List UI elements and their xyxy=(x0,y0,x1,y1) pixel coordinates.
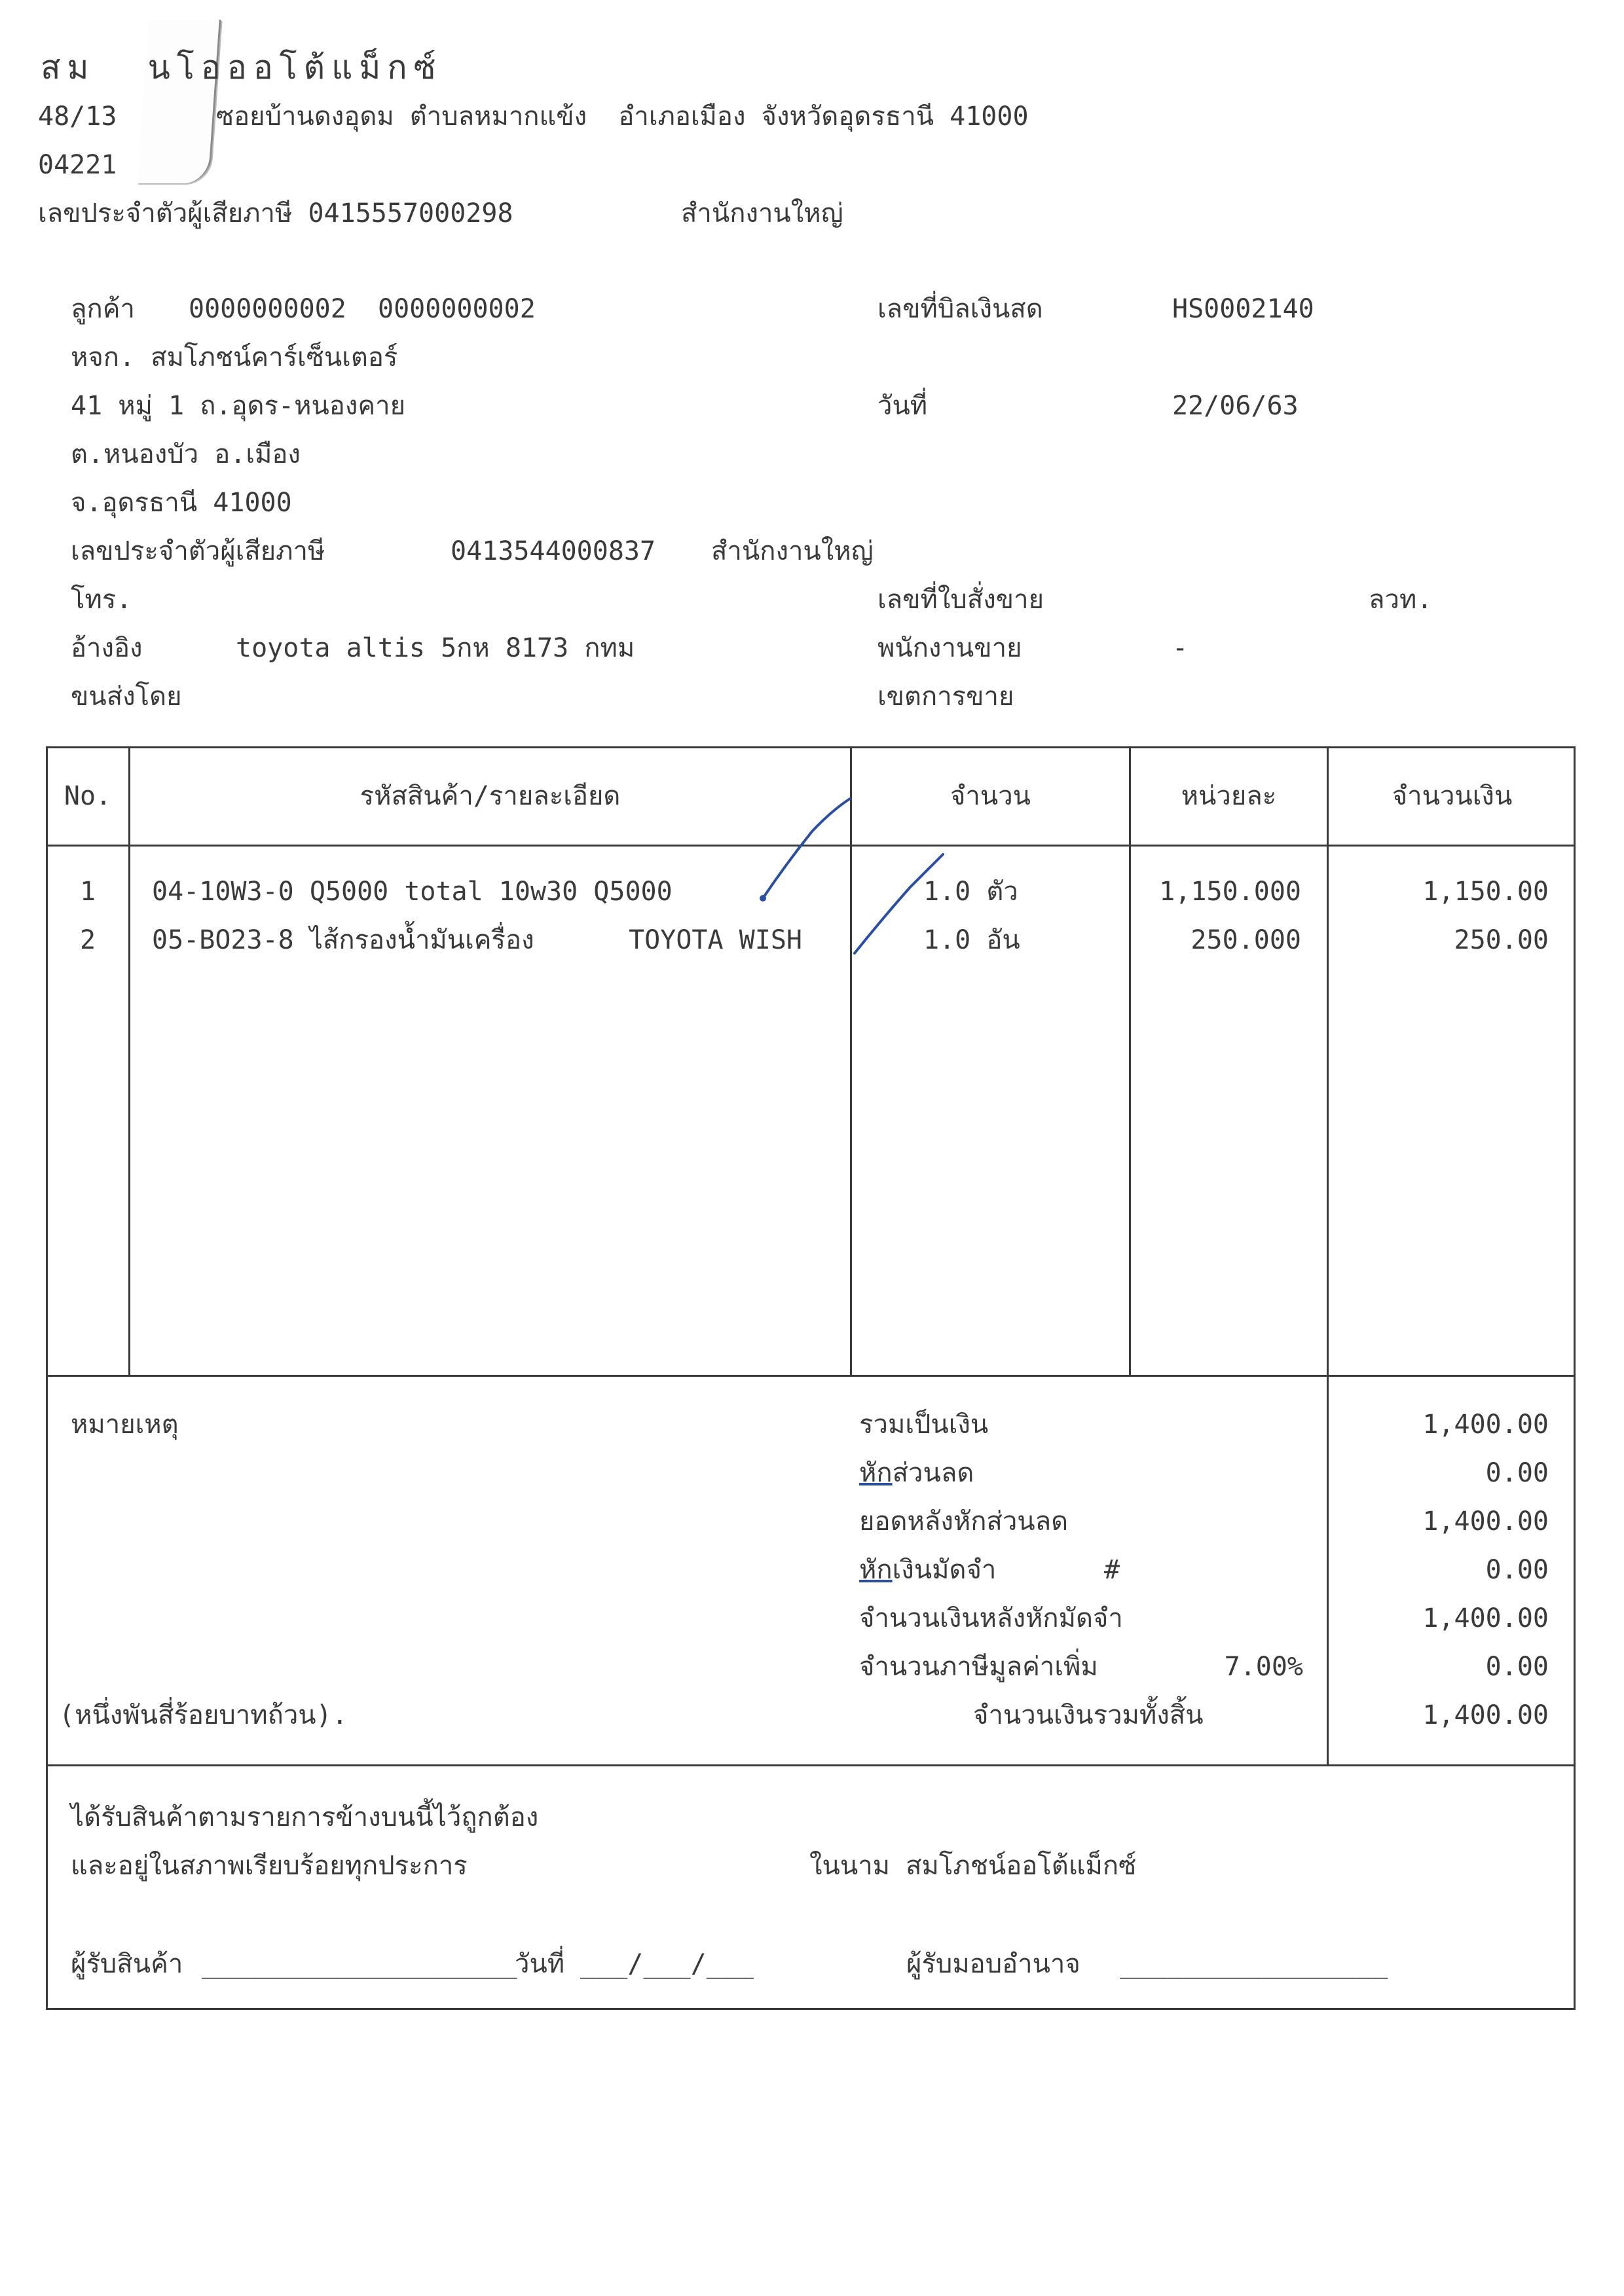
remarks-label: หมายเหตุ xyxy=(71,1410,179,1440)
vat-rate: 7.00% xyxy=(1224,1652,1303,1682)
customer-address-line1: 41 หมู่ 1 ถ.อุดร-หนองคาย xyxy=(71,391,406,421)
row-1-amount: 1,150.00 xyxy=(1422,877,1549,907)
receiver-signature-line[interactable]: ____________________ xyxy=(202,1949,517,1979)
deposit-label xyxy=(859,1557,996,1583)
torn-paper-corner xyxy=(137,20,221,183)
seller-branch: สำนักงานใหญ่ xyxy=(681,198,843,228)
header-divider xyxy=(46,845,1576,847)
customer-branch: สำนักงานใหญ่ xyxy=(711,536,874,566)
customer-address-line2: ต.หนองบัว อ.เมือง xyxy=(71,439,301,469)
col-divider-no xyxy=(128,746,130,1377)
authorized-signature-line[interactable]: _________________ xyxy=(1120,1949,1388,1979)
sales-order-label: เลขที่ใบสั่งขาย xyxy=(877,585,1044,615)
received-line-1: ได้รับสินค้าตามรายการข้างบนนี้ไว้ถูกต้อง xyxy=(71,1802,539,1832)
bill-number: HS0002140 xyxy=(1172,294,1314,324)
seller-phone: 04221 xyxy=(38,150,117,180)
received-line-2: และอยู่ในสภาพเรียบร้อยทุกประการ xyxy=(71,1851,468,1881)
salesperson: - xyxy=(1172,633,1189,663)
customer-tax-label: เลขประจำตัวผู้เสียภาษี xyxy=(71,536,325,566)
customer-shipping-label: ขนส่งโดย xyxy=(71,682,182,712)
row-2-unit-price: 250.000 xyxy=(1190,925,1301,955)
after-discount-value: 1,400.00 xyxy=(1422,1506,1549,1537)
receive-date-label: วันที่ xyxy=(515,1949,565,1979)
salesperson-label: พนักงานขาย xyxy=(877,633,1022,663)
customer-reference: toyota altis 5กห 8173 กทม xyxy=(236,633,635,663)
receive-date-line[interactable]: ___/___/___ xyxy=(580,1949,754,1979)
vat-value: 0.00 xyxy=(1485,1652,1549,1682)
row-1-quantity: 1.0 ตัว xyxy=(923,877,1018,907)
header-unit-price: หน่วยละ xyxy=(1181,781,1277,811)
authorized-label: ผู้รับมอบอำนาจ xyxy=(906,1949,1080,1979)
discount-label-prefix: หัก xyxy=(859,1458,893,1488)
row-1-unit-price: 1,150.000 xyxy=(1159,877,1301,907)
header-description: รหัสสินค้า/รายละเอียด xyxy=(360,781,621,811)
customer-label: ลูกค้า xyxy=(71,294,135,324)
customer-name: หจก. สมโภชน์คาร์เซ็นเตอร์ xyxy=(71,342,398,373)
deposit-mark: # xyxy=(1104,1555,1120,1585)
row-2-quantity: 1.0 อัน xyxy=(923,925,1020,955)
header-quantity: จำนวน xyxy=(950,781,1031,811)
bill-date-label: วันที่ xyxy=(877,391,928,421)
header-no: No. xyxy=(64,781,112,811)
row-2-no: 2 xyxy=(79,925,96,955)
col-divider-desc xyxy=(850,746,852,1377)
subtotal-value: 1,400.00 xyxy=(1422,1410,1549,1440)
deposit-label-rest: เงินมัดจำ xyxy=(892,1555,997,1585)
items-bottom-divider xyxy=(46,1375,1576,1377)
after-deposit-label: จำนวนเงินหลังหักมัดจำ xyxy=(859,1603,1123,1633)
grand-total-value: 1,400.00 xyxy=(1422,1700,1549,1730)
header-amount: จำนวนเงิน xyxy=(1392,781,1513,811)
deposit-value: 0.00 xyxy=(1485,1555,1549,1585)
customer-reference-label: อ้างอิง xyxy=(71,633,143,663)
discount-label-rest: ส่วนลด xyxy=(892,1458,974,1488)
bill-number-label: เลขที่บิลเงินสด xyxy=(877,294,1043,324)
discount-value: 0.00 xyxy=(1485,1458,1549,1488)
on-behalf-text: ในนาม สมโภชน์ออโต้แม็กซ์ xyxy=(809,1851,1137,1881)
amount-in-words: (หนึ่งพันสี่ร้อยบาทถ้วน). xyxy=(59,1700,348,1730)
vat-label: จำนวนภาษีมูลค่าเพิ่ม xyxy=(859,1652,1098,1682)
row-2-description: 05-BO23-8 ไส้กรองน้ำมันเครื่อง TOYOTA WISH xyxy=(152,925,802,955)
row-1-description: 04-10W3-0 Q5000 total 10w30 Q5000 xyxy=(152,877,673,907)
row-2-amount: 250.00 xyxy=(1454,925,1549,955)
customer-codes: 0000000002 0000000002 xyxy=(189,294,536,324)
sales-order-suffix: ลวท. xyxy=(1369,585,1433,615)
customer-address-line3: จ.อุดรธานี 41000 xyxy=(71,488,292,518)
after-discount-label: ยอดหลังหักส่วนลด xyxy=(859,1506,1069,1537)
deposit-label-prefix: หัก xyxy=(859,1555,893,1585)
seller-address-prefix: 48/13 xyxy=(38,101,117,132)
receiver-label: ผู้รับสินค้า xyxy=(71,1949,183,1979)
totals-bottom-divider xyxy=(46,1764,1576,1766)
col-divider-qty xyxy=(1129,746,1131,1377)
bill-date: 22/06/63 xyxy=(1172,391,1299,421)
discount-label xyxy=(859,1460,974,1486)
seller-name: สม นโอออโต้แม็กซ์ xyxy=(41,48,443,86)
customer-tax-id: 0413544000837 xyxy=(451,536,656,566)
subtotal-label: รวมเป็นเงิน xyxy=(859,1410,989,1440)
grand-total-label: จำนวนเงินรวมทั้งสิ้น xyxy=(973,1700,1204,1730)
seller-tax-id: เลขประจำตัวผู้เสียภาษี 0415557000298 xyxy=(38,198,513,228)
after-deposit-value: 1,400.00 xyxy=(1422,1603,1549,1633)
row-1-no: 1 xyxy=(79,877,96,907)
sales-area-label: เขตการขาย xyxy=(877,682,1014,712)
seller-address: ซอยบ้านดงอุดม ตำบลหมากแข้ง อำเภอเมือง จังหวัดอุดรธานี 41000 xyxy=(216,101,1029,132)
customer-phone-label: โทร. xyxy=(71,585,132,615)
